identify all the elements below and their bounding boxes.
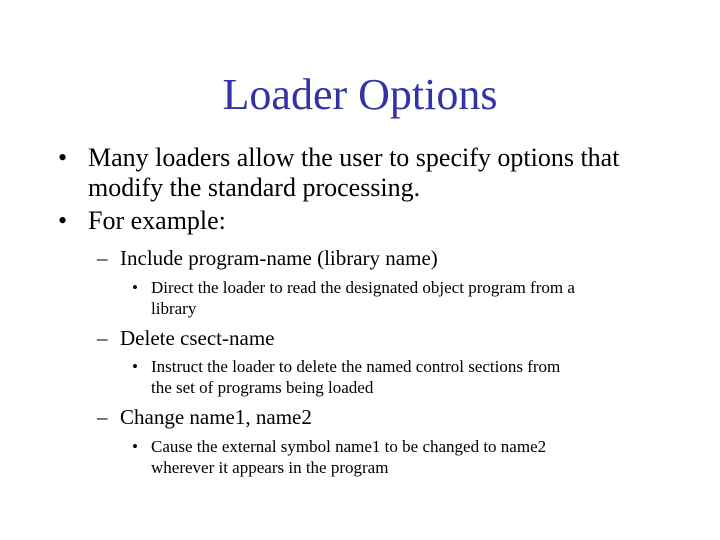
sub-item-2-detail-line-1: Instruct the loader to delete the named control sections from (151, 357, 561, 376)
sub-item-2-text: Delete csect-name (120, 326, 275, 350)
sub-item-1-detail-marker: • (132, 278, 138, 297)
sub-item-1-text: Include program-name (library name) (120, 246, 438, 270)
sub-item-3-detail-marker: • (132, 437, 138, 456)
slide-title: Loader Options (222, 70, 498, 119)
sub-item-1-marker: – (97, 246, 108, 270)
sub-item-2-marker: – (97, 326, 108, 350)
sub-item-2-detail-marker: • (132, 357, 138, 376)
sub-item-3-marker: – (97, 405, 108, 429)
sub-item-1-detail-line-1: Direct the loader to read the designated object program from a (151, 278, 575, 297)
bullet-2-line-1: For example: (88, 206, 226, 235)
sub-item-2-detail-line-2: the set of programs being loaded (151, 378, 374, 397)
bullet-2-marker: • (58, 206, 68, 235)
sub-item-1-detail-line-2: library (151, 299, 197, 318)
sub-item-3-detail-line-1: Cause the external symbol name1 to be changed to name2 (151, 437, 547, 456)
bullet-1-line-2: modify the standard processing. (88, 173, 421, 202)
sub-item-3-text: Change name1, name2 (120, 405, 312, 429)
bullet-1-line-1: Many loaders allow the user to specify options that (88, 143, 620, 172)
sub-item-3-detail-line-2: wherever it appears in the program (151, 458, 389, 477)
bullet-1-marker: • (58, 143, 68, 172)
